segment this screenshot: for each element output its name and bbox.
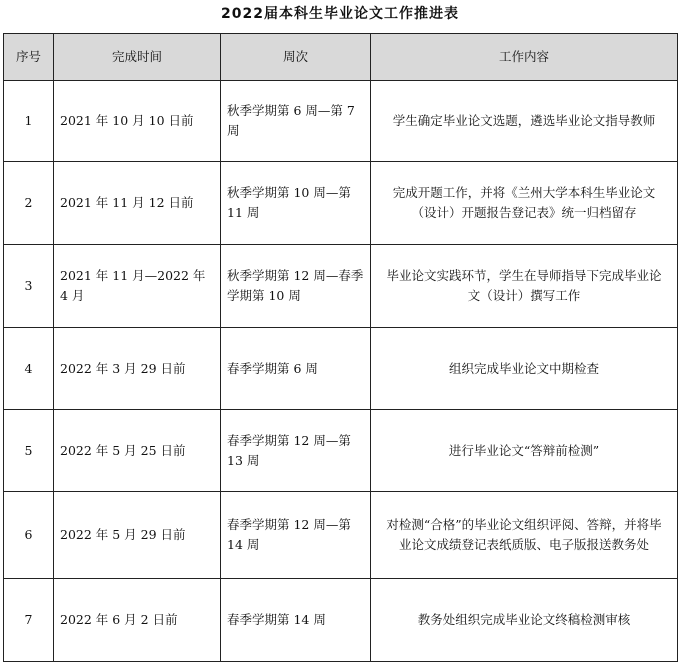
row-week: 秋季学期第 12 周—春季学期第 10 周 bbox=[221, 245, 371, 328]
row-content: 完成开题工作，并将《兰州大学本科生毕业论文（设计）开题报告登记表》统一归档留存 bbox=[371, 162, 678, 245]
row-index: 2 bbox=[4, 162, 54, 245]
table-row bbox=[4, 245, 678, 328]
row-index: 5 bbox=[4, 410, 54, 492]
header-week: 周次 bbox=[221, 34, 371, 81]
table-row bbox=[4, 492, 678, 579]
row-time: 2022 年 5 月 29 日前 bbox=[54, 492, 221, 579]
row-index: 4 bbox=[4, 328, 54, 410]
document-title: 2022届本科生毕业论文工作推进表 bbox=[221, 6, 459, 22]
row-time: 2022 年 5 月 25 日前 bbox=[54, 410, 221, 492]
table-header-row bbox=[4, 34, 678, 81]
row-content: 进行毕业论文“答辩前检测” bbox=[371, 410, 678, 492]
header-content: 工作内容 bbox=[371, 34, 678, 81]
header-time: 完成时间 bbox=[54, 34, 221, 81]
row-index: 7 bbox=[4, 579, 54, 662]
progress-table bbox=[3, 33, 678, 662]
row-content: 教务处组织完成毕业论文终稿检测审核 bbox=[371, 579, 678, 662]
row-week: 秋季学期第 6 周—第 7 周 bbox=[221, 81, 371, 162]
row-time: 2022 年 6 月 2 日前 bbox=[54, 579, 221, 662]
row-time: 2021 年 10 月 10 日前 bbox=[54, 81, 221, 162]
table-row bbox=[4, 328, 678, 410]
row-content: 对检测“合格”的毕业论文组织评阅、答辩，并将毕业论文成绩登记表纸质版、电子版报送教务处 bbox=[371, 492, 678, 579]
row-time: 2021 年 11 月—2022 年 4 月 bbox=[54, 245, 221, 328]
row-content: 毕业论文实践环节，学生在导师指导下完成毕业论文（设计）撰写工作 bbox=[371, 245, 678, 328]
row-content: 学生确定毕业论文选题，遴选毕业论文指导教师 bbox=[371, 81, 678, 162]
table-row bbox=[4, 410, 678, 492]
row-index: 6 bbox=[4, 492, 54, 579]
row-content: 组织完成毕业论文中期检查 bbox=[371, 328, 678, 410]
row-time: 2022 年 3 月 29 日前 bbox=[54, 328, 221, 410]
table-row bbox=[4, 579, 678, 662]
table-row bbox=[4, 162, 678, 245]
row-week: 春季学期第 14 周 bbox=[221, 579, 371, 662]
row-index: 1 bbox=[4, 81, 54, 162]
table-row bbox=[4, 81, 678, 162]
row-week: 春季学期第 6 周 bbox=[221, 328, 371, 410]
header-index: 序号 bbox=[4, 34, 54, 81]
row-week: 春季学期第 12 周—第 14 周 bbox=[221, 492, 371, 579]
row-index: 3 bbox=[4, 245, 54, 328]
row-week: 春季学期第 12 周—第 13 周 bbox=[221, 410, 371, 492]
row-week: 秋季学期第 10 周—第 11 周 bbox=[221, 162, 371, 245]
row-time: 2021 年 11 月 12 日前 bbox=[54, 162, 221, 245]
